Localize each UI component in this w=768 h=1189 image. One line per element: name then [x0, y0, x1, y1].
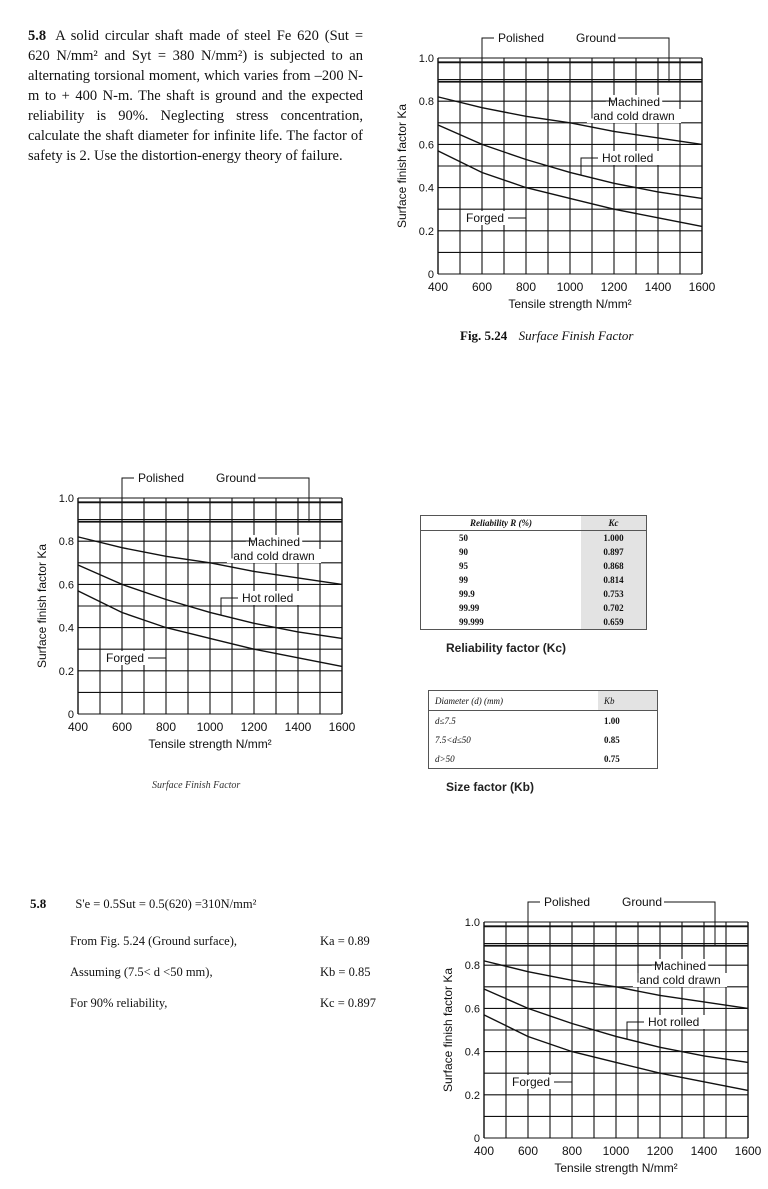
- y-axis-label: Surface finish factor Ka: [395, 103, 409, 229]
- kc-cell: 0.659: [581, 615, 646, 630]
- kc-cell: 0.753: [581, 587, 646, 601]
- y-tick-label: 0.6: [58, 579, 74, 592]
- y-axis-label: Surface finish factor Ka: [441, 967, 455, 1093]
- table-row: [421, 531, 647, 546]
- y-tick-label: 0.8: [58, 536, 74, 549]
- table-row: [421, 573, 647, 587]
- x-tick-label: 1600: [734, 1144, 762, 1158]
- problem-number: 5.8: [28, 28, 47, 44]
- reliability-cell: 95: [459, 561, 468, 571]
- solution-text: For 90% reliability,: [70, 996, 168, 1010]
- table-header-row: [421, 516, 647, 531]
- x-tick-label: 1400: [284, 720, 312, 734]
- solution-text: Assuming (7.5< d <50 mm),: [70, 965, 213, 979]
- series-label: Hot rolled: [602, 151, 654, 165]
- solution-text: From Fig. 5.24 (Ground surface),: [70, 934, 237, 948]
- x-tick-label: 1000: [556, 280, 584, 294]
- x-tick-label: 1600: [688, 280, 716, 294]
- series-label: Ground: [622, 895, 663, 909]
- y-tick-label: 0.2: [464, 1089, 480, 1102]
- solution-line1: S'e = 0.5Sut = 0.5(620) =310N/mm²: [75, 897, 257, 911]
- reliability-table: [420, 515, 647, 630]
- y-tick-label: 0.6: [418, 139, 434, 152]
- reliability-caption: Reliability factor (Kc): [446, 641, 567, 655]
- size-caption: Size factor (Kb): [446, 780, 535, 794]
- x-tick-label: 400: [473, 1144, 495, 1158]
- leader-line: [508, 185, 526, 218]
- leader-line: [618, 38, 669, 82]
- kc-cell: 1.000: [581, 531, 646, 546]
- series-label: Machined: [607, 95, 661, 109]
- leader-line: [482, 38, 494, 62]
- x-axis-label: Tensile strength N/mm²: [554, 1161, 678, 1175]
- x-tick-label: 600: [111, 720, 133, 734]
- y-tick-label: 0: [427, 269, 434, 281]
- y-tick-label: 1.0: [58, 493, 74, 505]
- leader-line: [122, 478, 134, 502]
- series-label: Polished: [544, 895, 591, 909]
- header-kb: Kb: [598, 691, 658, 711]
- table-row: [421, 587, 647, 601]
- leader-line: [664, 902, 715, 946]
- y-tick-label: 0.8: [418, 96, 434, 109]
- series-label: Machined: [247, 535, 301, 549]
- series-label: Forged: [106, 651, 145, 665]
- y-tick-label: 0.4: [418, 182, 434, 195]
- solution-row: [70, 965, 390, 996]
- series-label: Forged: [512, 1075, 551, 1089]
- table-row: [421, 615, 647, 630]
- y-tick-label: 0: [67, 709, 74, 721]
- diameter-cell: 7.5<d≤50: [435, 734, 471, 745]
- surface-finish-chart-2: [32, 468, 364, 760]
- y-tick-label: 0.8: [464, 960, 480, 973]
- leader-line: [258, 478, 309, 522]
- table-row: [429, 749, 658, 769]
- y-axis-label: Surface finish factor Ka: [35, 543, 49, 669]
- reliability-cell: 99.9: [459, 589, 475, 599]
- table-row: [421, 559, 647, 573]
- table-row: [429, 711, 658, 731]
- table-row: [429, 730, 658, 749]
- series-label: Forged: [466, 211, 505, 225]
- series-label: Ground: [576, 31, 617, 45]
- figure-title: Surface Finish Factor: [518, 328, 634, 343]
- y-tick-label: 0.4: [464, 1046, 480, 1059]
- solution-row: [70, 996, 390, 1027]
- series-label: and cold drawn: [593, 109, 675, 123]
- solution-rows: [70, 934, 390, 1027]
- x-tick-label: 800: [515, 280, 537, 294]
- chart3-clip: [438, 892, 768, 1175]
- series-label: Hot rolled: [242, 591, 294, 605]
- kb-cell: 0.75: [604, 753, 620, 764]
- leader-line: [554, 1049, 572, 1082]
- y-tick-label: 0.2: [418, 225, 434, 238]
- diameter-cell: d>50: [435, 753, 455, 764]
- kc-cell: 0.868: [581, 559, 646, 573]
- header-kc: Kc: [581, 516, 646, 531]
- reliability-cell: 99.999: [459, 617, 484, 627]
- reliability-cell: 99: [459, 575, 468, 585]
- x-tick-label: 800: [561, 1144, 583, 1158]
- y-tick-label: 0.2: [58, 665, 74, 678]
- y-tick-label: 0: [473, 1133, 480, 1145]
- x-tick-label: 1000: [602, 1144, 630, 1158]
- table-row: [421, 601, 647, 615]
- size-factor-table: [428, 690, 658, 769]
- leader-line: [528, 902, 540, 926]
- figure-label: Fig. 5.24: [460, 328, 508, 343]
- kc-cell: 0.814: [581, 573, 646, 587]
- problem-statement: [28, 26, 363, 166]
- series-label: Machined: [653, 959, 707, 973]
- x-tick-label: 1400: [644, 280, 672, 294]
- y-tick-label: 1.0: [464, 917, 480, 929]
- x-tick-label: 1600: [328, 720, 356, 734]
- reliability-cell: 99.99: [459, 603, 480, 613]
- x-tick-label: 1200: [600, 280, 628, 294]
- series-label: and cold drawn: [639, 973, 721, 987]
- solution-value: Kb = 0.85: [320, 965, 371, 979]
- series-label: Polished: [138, 471, 185, 485]
- x-tick-label: 1200: [646, 1144, 674, 1158]
- series-label: and cold drawn: [233, 549, 315, 563]
- x-tick-label: 600: [517, 1144, 539, 1158]
- diameter-cell: d≤7.5: [435, 715, 456, 726]
- kb-cell: 1.00: [604, 715, 620, 726]
- solution-value: Ka = 0.89: [320, 934, 370, 948]
- surface-finish-chart-1: [392, 28, 722, 320]
- reliability-cell: 90: [459, 547, 468, 557]
- solution-value: Kc = 0.897: [320, 996, 376, 1010]
- series-label: Hot rolled: [648, 1015, 700, 1029]
- kc-cell: 0.897: [581, 545, 646, 559]
- kc-cell: 0.702: [581, 601, 646, 615]
- y-tick-label: 1.0: [418, 53, 434, 65]
- solution-number: 5.8: [30, 896, 47, 911]
- y-tick-label: 0.6: [464, 1003, 480, 1016]
- x-axis-label: Tensile strength N/mm²: [508, 297, 632, 311]
- solution-row: [70, 934, 390, 965]
- solution: [30, 896, 430, 912]
- header-diameter: Diameter (d) (mm): [429, 691, 599, 711]
- x-tick-label: 1000: [196, 720, 224, 734]
- figure-caption: [460, 328, 633, 344]
- table-header-row: [429, 691, 658, 711]
- x-axis-label: Tensile strength N/mm²: [148, 737, 272, 751]
- x-tick-label: 400: [67, 720, 89, 734]
- y-tick-label: 0.4: [58, 622, 74, 635]
- x-tick-label: 800: [155, 720, 177, 734]
- series-label: Polished: [498, 31, 545, 45]
- x-tick-label: 1200: [240, 720, 268, 734]
- surface-finish-chart-3: [438, 892, 768, 1184]
- problem-text: A solid circular shaft made of steel Fe 620 (Sut = 620 N/mm² and Syt = 380 N/mm²) is subjected to an alternating torsional moment, which varies from –200 N-m to + 400 N-m. The shaft is ground and the expected reliability is 90%. Neglecting stress concentration, calculate the shaft diameter for infinite life. The factor of safety is 2. Use the distortion-energy theory of failure.: [28, 28, 364, 164]
- header-reliability: Reliability R (%): [421, 516, 582, 531]
- x-tick-label: 600: [471, 280, 493, 294]
- x-tick-label: 400: [427, 280, 449, 294]
- kb-cell: 0.85: [604, 734, 620, 745]
- series-label: Ground: [216, 471, 257, 485]
- figure2-caption: Surface Finish Factor: [152, 780, 241, 791]
- x-tick-label: 1400: [690, 1144, 718, 1158]
- reliability-cell: 50: [459, 533, 468, 543]
- leader-line: [148, 625, 166, 658]
- table-row: [421, 545, 647, 559]
